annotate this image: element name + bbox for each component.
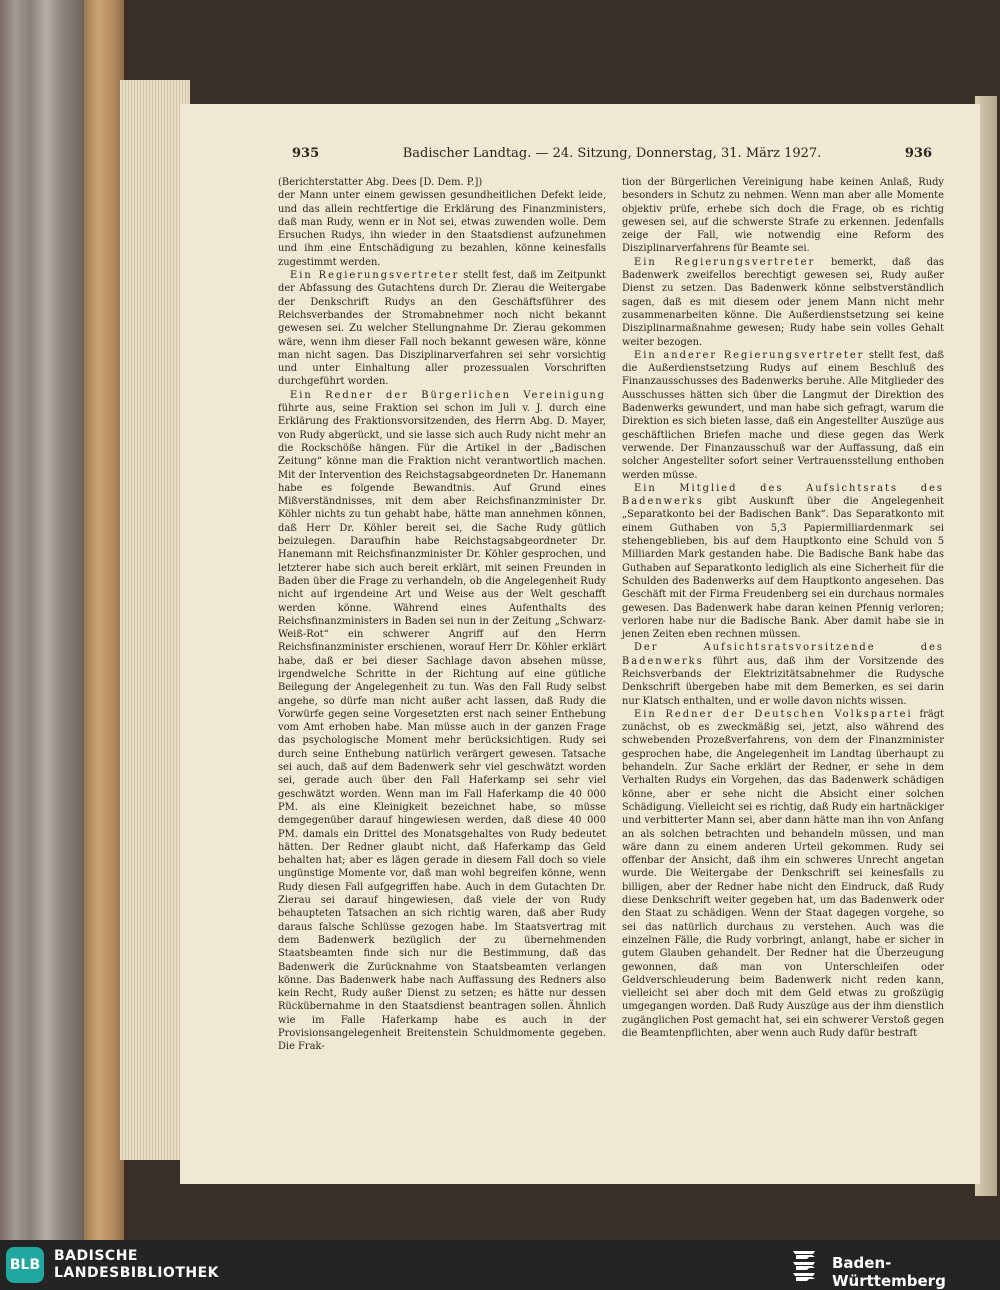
paragraph-text: stellt fest, daß im Zeitpunkt der Abfassung des Gutachtens durch Dr. Zierau die Weitergabe der Denkschrift Rudys an den Geschäftsführer des Reichsverbandes der Stromabnehmer noch nicht bekannt gewesen sei. Zu welcher Stellungnahme Dr. Zierau gekommen wäre, wenn ihm dieser Fall noch bekannt gewesen wäre, könne man nicht sagen. Das Disziplinarverfahren sei sehr vorsichtig und unter Einhaltung aller prozessualen Vorschriften durchgeführt worden.	[278, 270, 606, 388]
speaker-label: Ein anderer Regierungsvertreter	[634, 349, 865, 361]
speaker-label: Ein Mitglied des Aufsichtsrats des Badenwerks	[622, 482, 944, 508]
paragraph: (Berichterstatter Abg. Dees [D. Dem. P.])	[278, 177, 483, 188]
state-name[interactable]: Baden-Württemberg	[832, 1254, 946, 1290]
page-number-left: 935	[292, 146, 320, 161]
paragraph	[278, 389, 606, 1054]
paragraph	[622, 482, 944, 642]
paragraph: tion der Bürgerlichen Vereinigung habe keinen Anlaß, Rudy besonders in Schutz zu nehmen. Wenn man aber alle Momente objektiv prüfe, erhebe sich doch die Frage, ob es richtig gewesen sei, auf die schwerste Strafe zu erkennen. Jedenfalls zeige der Fall, wie notwendig eine Reform des Disziplinarverfahrens für Beamte sei.	[622, 177, 944, 255]
speaker-label: Ein Redner der Bürgerlichen Vereinigung	[290, 389, 606, 401]
page-number-right: 936	[904, 146, 932, 161]
text-column-left	[278, 176, 606, 1054]
paragraph-text: führte aus, seine Fraktion sei schon im Juli v. J. durch eine Erklärung des Fraktionsvorsitzenden, des Herrn Abg. D. Mayer, von Rudy abgerückt, und sie lasse sich auch Rudy nicht mehr an die Rockschöße hängen. Für die Artikel in der „Badischen Zeitung“ könne man die Fraktion nicht verantwortlich machen. Mit der Intervention des Reichstagsabgeordneten Dr. Hanemann habe es folgende Bewandtnis. Auf Grund eines Mißverständnisses, mit dem aber Reichsfinanzminister Dr. Köhler nichts zu tun gehabt habe, hätte man annehmen können, daß Herr Dr. Köhler bereit sei, die Sache Rudy gütlich beizulegen. Daraufhin habe Reichstagsabgeordneter Dr. Hanemann mit Reichsfinanzminister Dr. Köhler gesprochen, und letzterer habe sich auch bereit erklärt, mit seinen Freunden in Baden über die Frage zu verhandeln, ob die Angelegenheit Rudy nicht auf irgendeine Art und Weise aus der Welt geschafft werden könne. Während eines Aufenthalts des Reichsfinanzministers in Baden sei nun in der Zeitung „Schwarz-Weiß-Rot“ ein schwerer Angriff auf den Herrn Reichsfinanzminister erschienen, worauf Herr Dr. Köhler erklärt habe, daß er bei dieser Sachlage davon absehen müsse, irgendwelche Schritte in der Richtung auf eine gütliche Beilegung der Angelegenheit zu tun. Was den Fall Rudy selbst angehe, so dürfe man nicht außer acht lassen, daß Rudy die Vorwürfe gegen seine Vorgesetzten erst nach seiner Enthebung vom Amt erhoben habe. Man müsse auch in der ganzen Frage das psychologische Moment mehr berücksichtigen. Rudy sei durch seine Enthebung natürlich verärgert gewesen. Tatsache sei auch, daß auf dem Badenwerk sehr viel geschwätzt worden sei, gerade auch über den Fall Haferkamp sei sehr viel geschwätzt worden. Wenn man im Fall Haferkamp die 40 000 PM. als eine Kleinigkeit bezeichnet habe, so müsse demgegenüber darauf hingewiesen werden, daß diese 40 000 PM. damals ein Drittel des Monatsgehaltes von Rudy bedeutet hätten. Der Redner glaubt nicht, daß Haferkamp das Geld behalten hat; aber es lägen gerade in diesem Fall doch so viele ungünstige Momente vor, daß man wohl begreifen könne, wenn Rudy diesen Fall aufgegriffen habe. Auch in dem Gutachten Dr. Zierau sei darauf hingewiesen, daß viele der von Rudy behaupteten Tatsachen an sich richtig waren, daß aber Rudy daraus falsche Schlüsse gezogen habe. Im Staatsvertrag mit dem Badenwerk bezüglich der zu übernehmenden Staatsbeamten finde sich nur die Bestimmung, daß das Badenwerk die Zurücknahme von Staatsbeamten verlangen könne. Das Badenwerk habe nach Auffassung des Redners also kein Recht, Rudy außer Dienst zu setzen; es hätte nur dessen Rückübernahme in den Staatsdienst beantragen sollen. Ähnlich wie im Falle Haferkamp habe es auch in der Provisionsangelegenheit Breitenstein Schuldmomente gegeben. Die Frak-	[278, 403, 606, 1053]
paragraph-text: frägt zunächst, ob es zweckmäßig sei, jetzt, also während des schwebenden Prozeßverfahrens, von dem der Finanzminister gesprochen habe, die Angelegenheit im Landtag überhaupt zu behandeln. Zur Sache erklärt der Redner, er sehe in dem Verhalten Rudys ein Vorgehen, das das Badenwerk schädigen könne, aber er sehe nicht die Absicht einer solchen Schädigung. Vielleicht sei es richtig, daß Rudy ein hartnäckiger und verbitterter Mann sei, aber dann hätte man ihn von Anfang an als solchen betrachten und behandeln müssen, und man wäre dann zu einem anderen Urteil gekommen. Rudy sei offenbar der Ansicht, daß ihm ein schweres Unrecht angetan wurde. Die Weitergabe der Denkschrift sei keinesfalls zu billigen, aber der Redner habe nicht den Eindruck, daß Rudy diese Denkschrift weiter gegeben hat, um das Badenwerk oder den Staat zu schädigen. Wenn der Staat dagegen vorgehe, so sei das natürlich durchaus zu verstehen. Auch was die einzelnen Fälle, die Rudy vorbringt, anlangt, habe er sicher in gutem Glauben gehandelt. Der Redner hat die Überzeugung gewonnen, daß man von Unterschleifen oder Geldverschleuderung beim Badenwerk nicht reden kann, vielleicht sei aber doch mit dem Geld etwas zu großzügig umgegangen worden. Daß Rudy Auszüge aus der ihm dienstlich zugänglichen Post gemacht hat, sei ein schwerer Verstoß gegen die Beamtenpflichten, aber wenn auch Rudy dafür bestraft	[622, 708, 944, 1039]
library-name[interactable]	[54, 1248, 219, 1282]
speaker-label: Ein Regierungsvertreter	[634, 256, 816, 268]
speaker-label: Ein Redner der Deutschen Volkspartei	[634, 708, 913, 720]
marbled-endpaper	[0, 0, 84, 1240]
book-binding	[84, 0, 124, 1240]
footer-bar	[0, 1240, 1000, 1290]
paragraph: der Mann unter einem gewissen gesundheitlichen Defekt leide, und das allein rechtfertige die Erklärung des Finanzministers, daß man Rudy, wenn er in Not sei, etwas zuwenden wolle. Dem Ersuchen Rudys, ihn wieder in den Staatsdienst aufzunehmen und ihm eine Entschädigung zu bezahlen, könne keinesfalls zugestimmt werden.	[278, 190, 606, 268]
library-name-line2: LANDESBIBLIOTHEK	[54, 1265, 220, 1281]
speaker-label: Ein Regierungsvertreter	[290, 270, 460, 282]
text-column-right	[622, 176, 944, 1040]
paragraph	[622, 349, 944, 482]
paragraph	[278, 269, 606, 389]
running-title: Badischer Landtag. — 24. Sitzung, Donnerstag, 31. März 1927.	[402, 146, 822, 161]
blb-logo[interactable]: BLB	[6, 1247, 44, 1283]
paragraph	[622, 256, 944, 349]
three-lions-emblem-icon[interactable]	[790, 1247, 824, 1283]
page-header	[292, 146, 932, 166]
paragraph-text: gibt Auskunft über die Angelegenheit „Separatkonto bei der Badischen Bank“. Das Separatkonto mit einem Guthaben von 5,3 Papiermilliardenmark sei stehengeblieben, bis auf dem Hauptkonto eine Schuld von 5 Milliarden Mark gestanden habe. Die Badische Bank habe das Guthaben auf Separatkonto lediglich als eine Sicherheit für die Schulden des Badenwerks auf dem Hauptkonto angesehen. Das Geschäft mit der Firma Freudenberg sei ein durchaus normales gewesen. Das Badenwerk habe daran keinen Pfennig verloren; verloren habe nur die Badische Bank. Aber damit habe sie in jenen Zeiten eben rechnen müssen.	[622, 496, 944, 641]
paragraph-text: führt aus, daß ihm der Vorsitzende des Reichsverbands der Elektrizitätsabnehmer die Rudysche Denkschrift übergeben habe mit dem Bemerken, es sei darin nur Klatsch enthalten, und er wolle davon nichts wissen.	[622, 655, 944, 707]
paragraph-text: bemerkt, daß das Badenwerk zweifellos berechtigt gewesen sei, Rudy außer Dienst zu setzen. Das Badenwerk könne selbstverständlich sagen, daß es mit diesem oder jenem Mann nicht mehr zusammenarbeiten könne. Die Außerdienstsetzung sei keine Disziplinarmaßnahme gewesen; Rudy habe sein volles Gehalt weiter bezogen.	[622, 256, 944, 348]
paragraph-text: stellt fest, daß die Außerdienstsetzung Rudys auf einem Beschluß des Finanzausschusses des Badenwerks beruhe. Alle Mitglieder des Ausschusses hätten sich über die Langmut der Direktion des Badenwerks gewundert, und man habe sich gefragt, warum die Direktion es sich bieten lasse, daß ein Angestellter Auszüge aus geschäftlichen Briefen mache und diese gegen das Werk verwende. Der Finanzausschuß war der Auffassung, daß ein solcher Angestellter sofort seiner Vertrauensstellung enthoben werden müsse.	[622, 349, 945, 481]
paragraph	[622, 641, 944, 707]
speaker-label: Der Aufsichtsratsvorsitzende des Badenwerks	[622, 642, 944, 667]
library-name-line1: BADISCHE	[54, 1248, 138, 1264]
paragraph	[622, 708, 944, 1040]
